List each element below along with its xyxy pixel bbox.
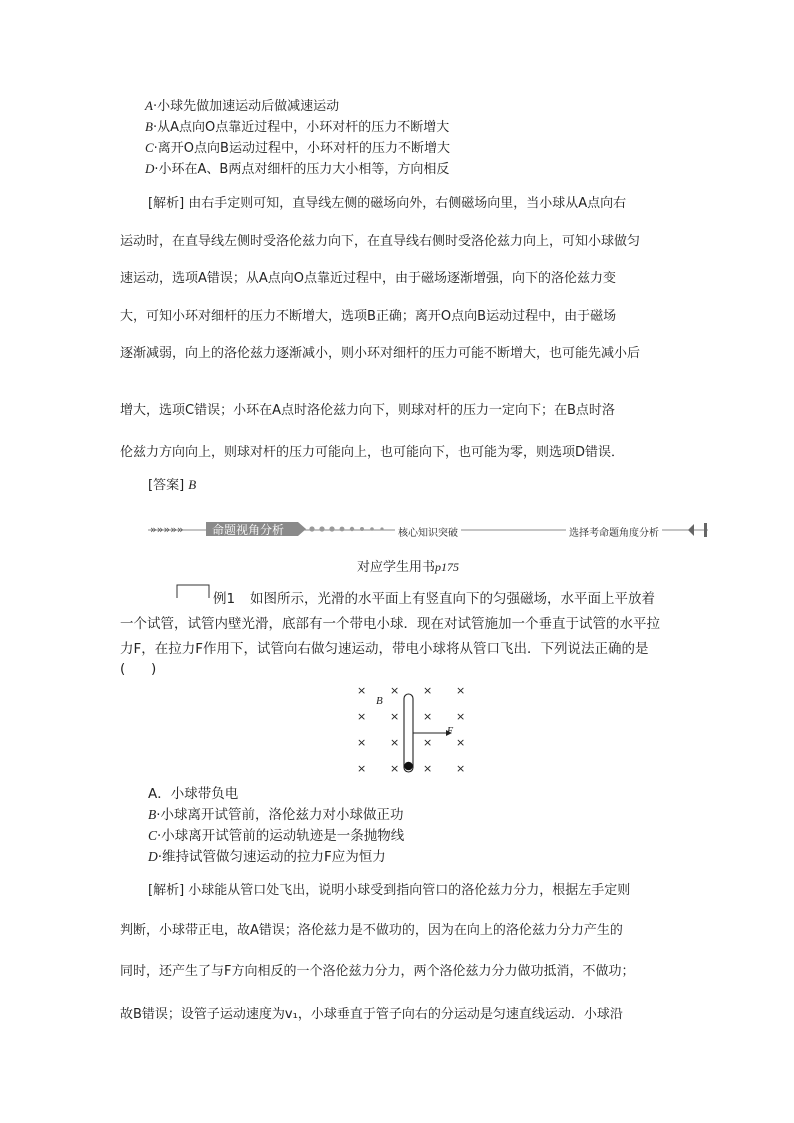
banner-center-label: 核心知识突破 (395, 524, 461, 539)
q1-analysis-line-5: 逐渐减弱，向上的洛伦兹力逐渐减小，则小环对细杆的压力可能不断增大，也可能先减小后 (120, 346, 641, 361)
field-cross: × (456, 684, 466, 697)
example-analysis-line-4: 故B错误；设管子运动速度为v₁，小球垂直于管子向右的分运动是匀速直线运动．小球沿 (120, 1007, 623, 1022)
example-option-c: C·小球离开试管前的运动轨迹是一条抛物线 (148, 828, 405, 844)
q1-answer: [答案] B (148, 477, 197, 493)
section-banner (148, 520, 708, 538)
field-cross: × (390, 762, 400, 775)
q1-analysis-line-7: 伦兹力方向向上，则球对杆的压力可能向上，也可能向下，也可能为零，则选项D错误． (120, 445, 625, 460)
field-cross: × (390, 710, 400, 723)
field-cross: × (423, 736, 433, 749)
magnetic-field-figure (350, 680, 480, 780)
field-cross: × (390, 684, 400, 697)
example-stem-line-1: 如图所示，光滑的水平面上有竖直向下的匀强磁场，水平面上平放着 (250, 591, 655, 607)
example-label-box (176, 584, 210, 598)
q1-analysis-line-4: 大，可知小环对细杆的压力不断增大，选项B正确；离开O点向B运动过程中，由于磁场 (120, 309, 617, 324)
field-cross: × (357, 736, 367, 749)
q1-option-b: B·从A点向O点靠近过程中，小环对杆的压力不断增大 (145, 119, 450, 135)
field-cross: × (423, 762, 433, 775)
field-cross: × (357, 684, 367, 697)
q1-option-d: D·小环在A、B两点对细杆的压力大小相等，方向相反 (145, 161, 450, 177)
field-cross: × (357, 762, 367, 775)
example-stem-line-2: 一个试管，试管内壁光滑，底部有一个带电小球．现在对试管施加一个垂直于试管的水平拉 (120, 616, 660, 632)
field-cross: × (456, 762, 466, 775)
q1-option-c: C·离开O点向B运动过程中，小环对杆的压力不断增大 (145, 140, 450, 156)
q1-analysis-line-1: [解析] 由右手定则可知，直导线左侧的磁场向外，右侧磁场向里，当小球从A点向右 (148, 196, 627, 211)
q1-analysis-line-3: 速运动，选项A错误；从A点向O点靠近过程中，由于磁场逐渐增强，向下的洛伦兹力变 (120, 271, 617, 286)
test-tube-drawing (350, 680, 480, 780)
example-option-b: B·小球离开试管前，洛伦兹力对小球做正功 (148, 807, 404, 823)
example-analysis-line-2: 判断，小球带正电，故A错误；洛伦兹力是不做功的，因为在向上的洛伦兹力分力产生的 (120, 923, 623, 938)
field-cross: × (456, 736, 466, 749)
field-cross: × (357, 710, 367, 723)
q1-analysis-line-2: 运动时，在直导线左侧时受洛伦兹力向下，在直导线右侧时受洛伦兹力向上，可知小球做匀 (120, 234, 641, 249)
svg-text:»»»»»: »»»»» (150, 523, 184, 536)
example-option-d: D·维持试管做匀速运动的拉力F应为恒力 (148, 849, 386, 865)
banner-right-label: 选择考命题角度分析 (566, 524, 662, 539)
example-stem-line-3: 力F，在拉力F作用下，试管向右做匀速运动，带电小球将从管口飞出．下列说法正确的是 (120, 641, 649, 657)
example-analysis-line-3: 同时，还产生了与F方向相反的一个洛伦兹力分力，两个洛伦兹力分力做功抵消，不做功； (120, 964, 635, 979)
q1-analysis-line-6: 增大，选项C错误；小环在A点时洛伦兹力向下，则球对杆的压力一定向下；在B点时洛 (120, 403, 615, 418)
field-cross: × (390, 736, 400, 749)
example-label: 例1 (213, 591, 236, 607)
example-analysis-line-1: [解析] 小球能从管口处飞出，说明小球受到指向管口的洛伦兹力分力，根据左手定则 (148, 883, 631, 898)
field-label: B (376, 695, 383, 707)
field-cross: × (456, 710, 466, 723)
field-cross: × (423, 710, 433, 723)
force-label: F (447, 726, 454, 737)
banner-left-label: 命题视角分析 (212, 523, 285, 537)
example-option-a: A．小球带负电 (148, 786, 239, 802)
reference-line: 对应学生用书p175 (357, 560, 460, 575)
example-stem-line-4: ( ) (120, 661, 157, 677)
q1-option-a: A·小球先做加速运动后做减速运动 (145, 98, 340, 114)
field-cross: × (423, 684, 433, 697)
